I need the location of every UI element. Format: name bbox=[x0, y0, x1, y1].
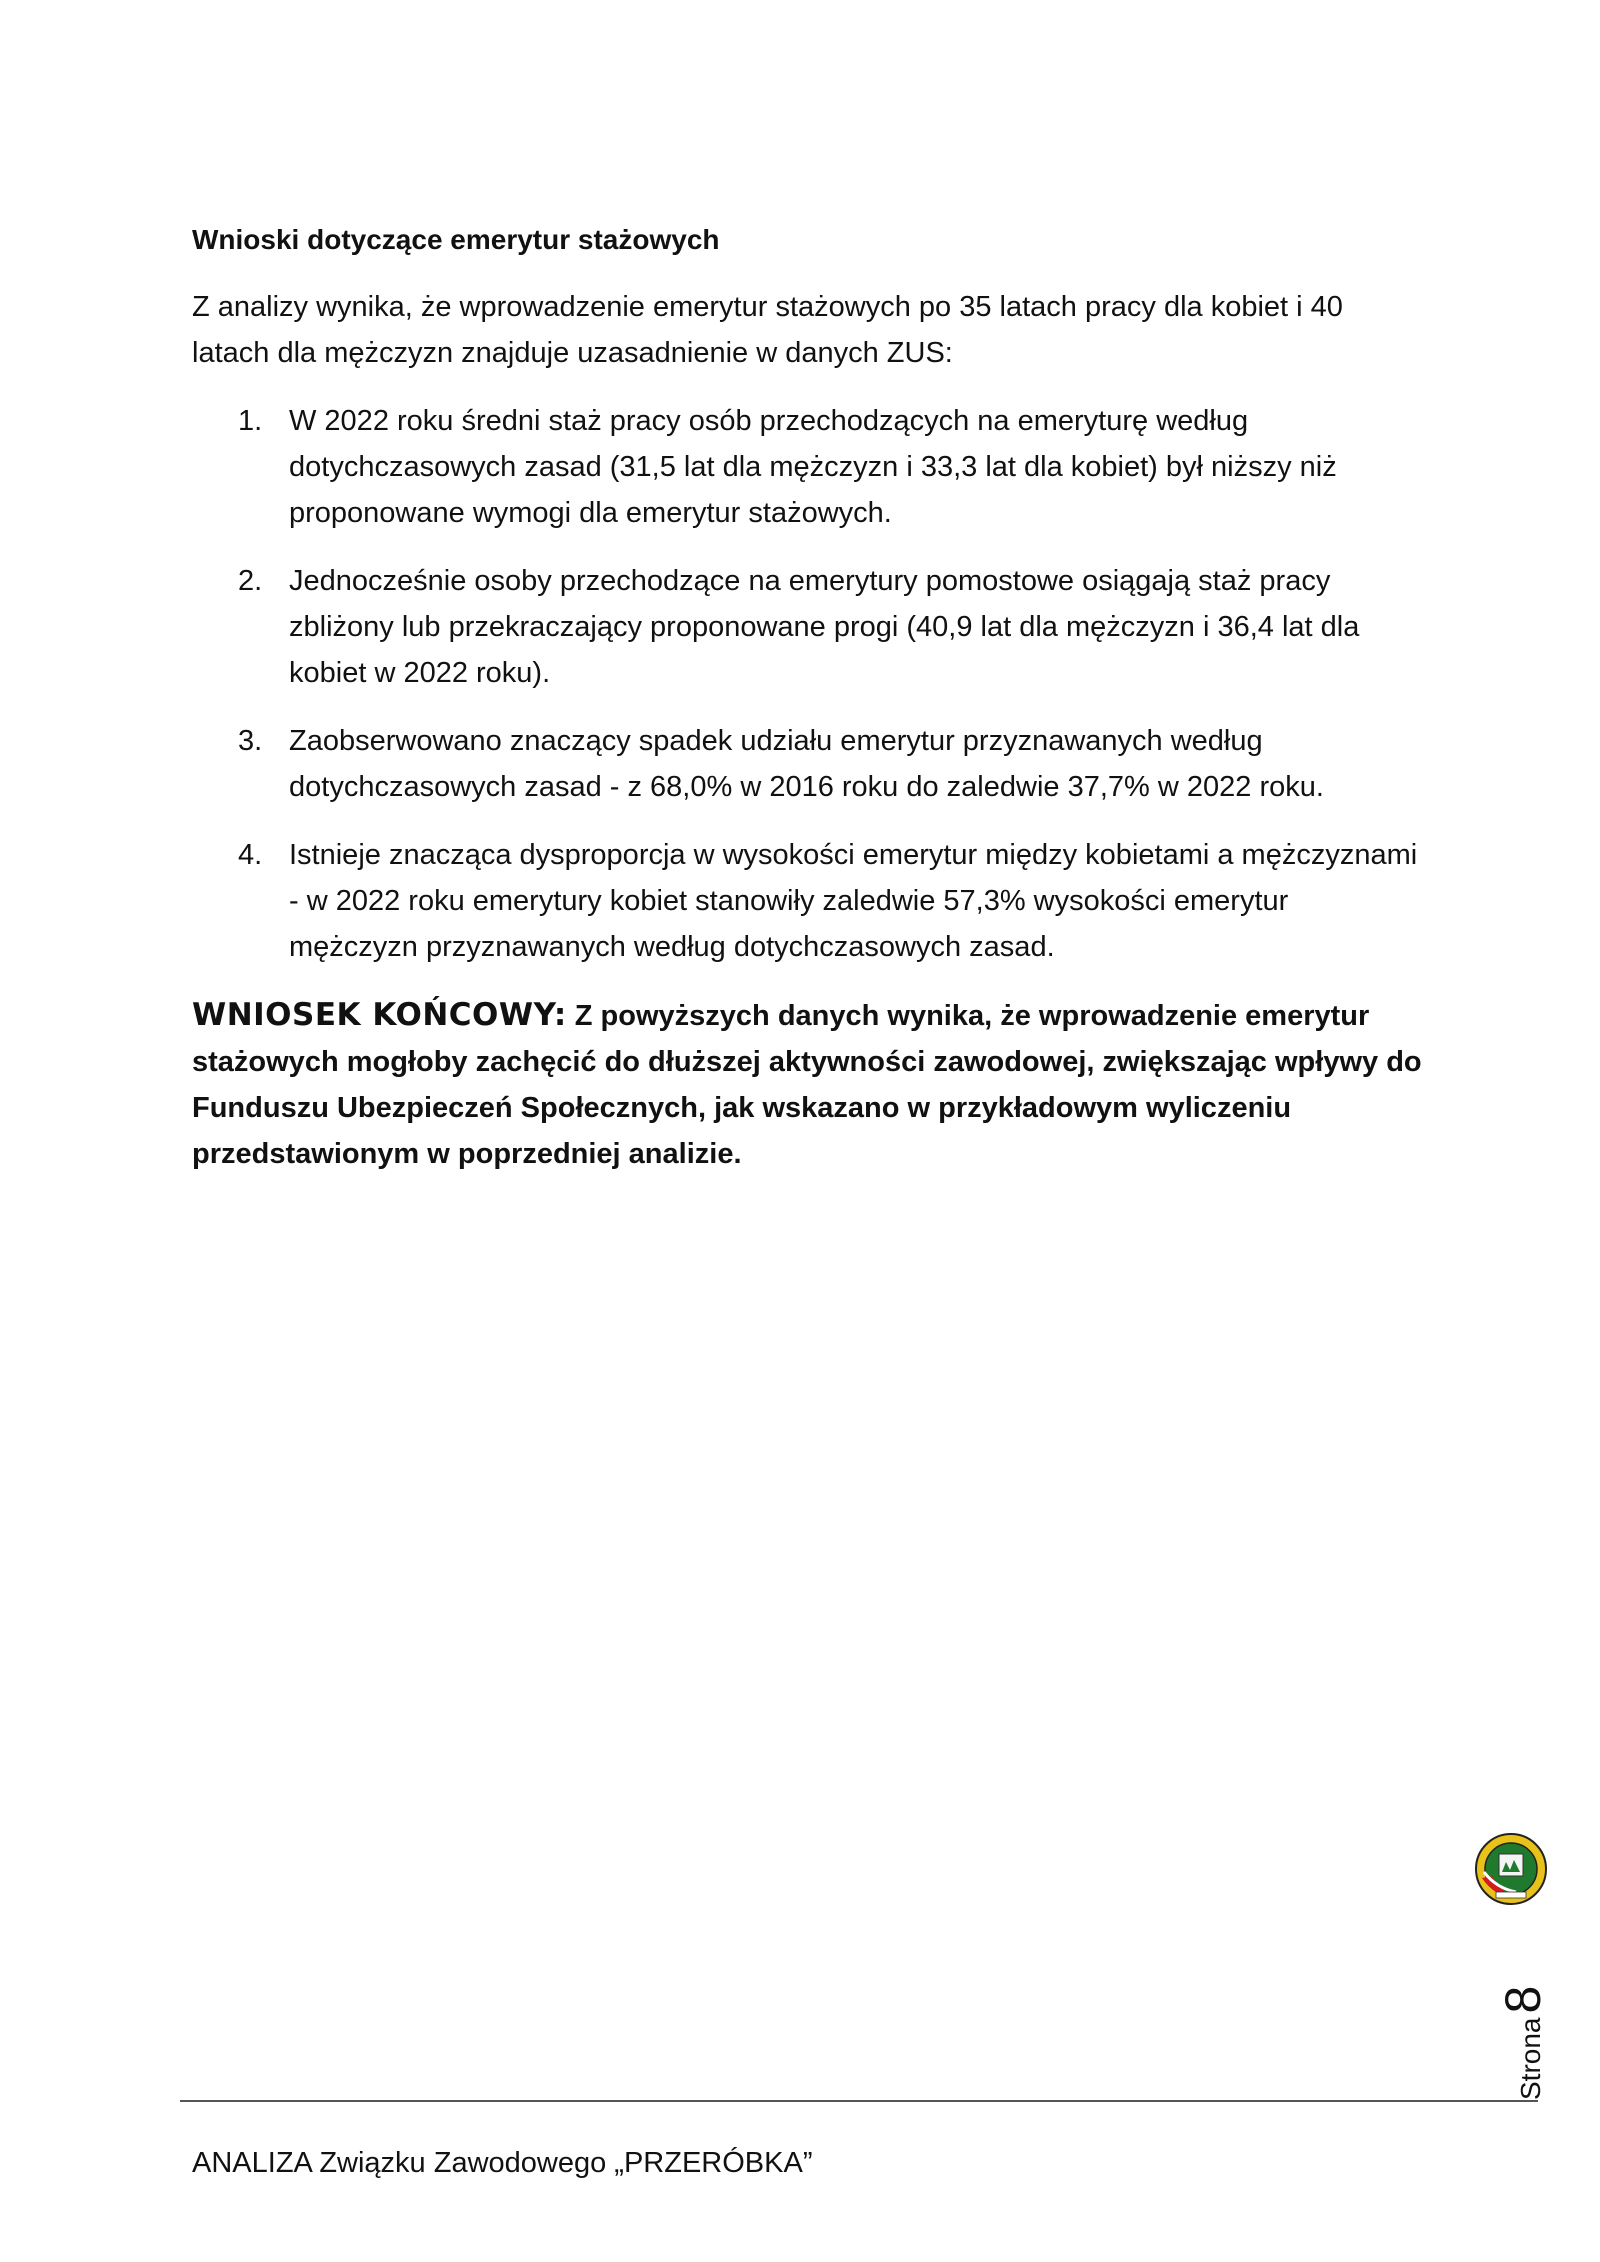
list-item-text: Zaobserwowano znaczący spadek udziału emerytur przyznawanych według dotychczasowych zasad - z 68,0% w 2016 roku do zaledwie 37,7% w 2022 roku. bbox=[289, 725, 1324, 803]
footer-text: ANALIZA Związku Zawodowego „PRZERÓBKA” bbox=[192, 2147, 813, 2179]
document-body bbox=[192, 218, 1422, 1177]
list-item-text: W 2022 roku średni staż pracy osób przechodzących na emeryturę według dotychczasowych zasad (31,5 lat dla mężczyzn i 33,3 lat dla kobiet) był niższy niż proponowane wymogi dla emerytur stażowych. bbox=[289, 405, 1337, 529]
page-label: Strona bbox=[1515, 2017, 1546, 2100]
section-heading: Wnioski dotyczące emerytur stażowych bbox=[192, 224, 720, 255]
list-item bbox=[192, 398, 1422, 536]
page-number bbox=[1494, 1960, 1551, 2100]
final-conclusion-text: Z powyższych danych wynika, że wprowadzenie emerytur stażowych mogłoby zachęcić do dłuższej aktywności zawodowej, zwiększając wpływy do Funduszu Ubezpieczeń Społecznych, jak wskazano w przykładowym wyliczeniu przedstawionym w poprzedniej analizie. bbox=[192, 1000, 1422, 1170]
list-item-text: Istnieje znacząca dysproporcja w wysokości emerytur między kobietami a mężczyznami - w 2022 roku emerytury kobiet stanowiły zaledwie 57,3% wysokości emerytur mężczyzn przyznawanych według dotychczasowych zasad. bbox=[289, 839, 1418, 963]
union-logo-icon bbox=[1474, 1832, 1548, 1906]
footer-divider bbox=[180, 2100, 1538, 2102]
list-item bbox=[192, 558, 1422, 696]
list-item-number: 1. bbox=[238, 405, 263, 437]
list-item-text: Jednocześnie osoby przechodzące na emerytury pomostowe osiągają staż pracy zbliżony lub przekraczający proponowane progi (40,9 lat dla mężczyzn i 36,4 lat dla kobiet w 2022 roku). bbox=[289, 565, 1360, 689]
final-conclusion bbox=[192, 992, 1422, 1177]
list-item bbox=[192, 718, 1422, 810]
list-item-number: 3. bbox=[238, 725, 263, 757]
conclusions-list bbox=[192, 398, 1422, 970]
final-conclusion-lead: WNIOSEK KOŃCOWY: bbox=[192, 997, 567, 1033]
intro-paragraph: Z analizy wynika, że wprowadzenie emerytur stażowych po 35 latach pracy dla kobiet i 40 latach dla mężczyzn znajduje uzasadnienie w danych ZUS: bbox=[192, 291, 1343, 369]
list-item bbox=[192, 832, 1422, 970]
page-number-value: 8 bbox=[1495, 1985, 1551, 2014]
list-item-number: 4. bbox=[238, 839, 263, 871]
list-item-number: 2. bbox=[238, 565, 263, 597]
